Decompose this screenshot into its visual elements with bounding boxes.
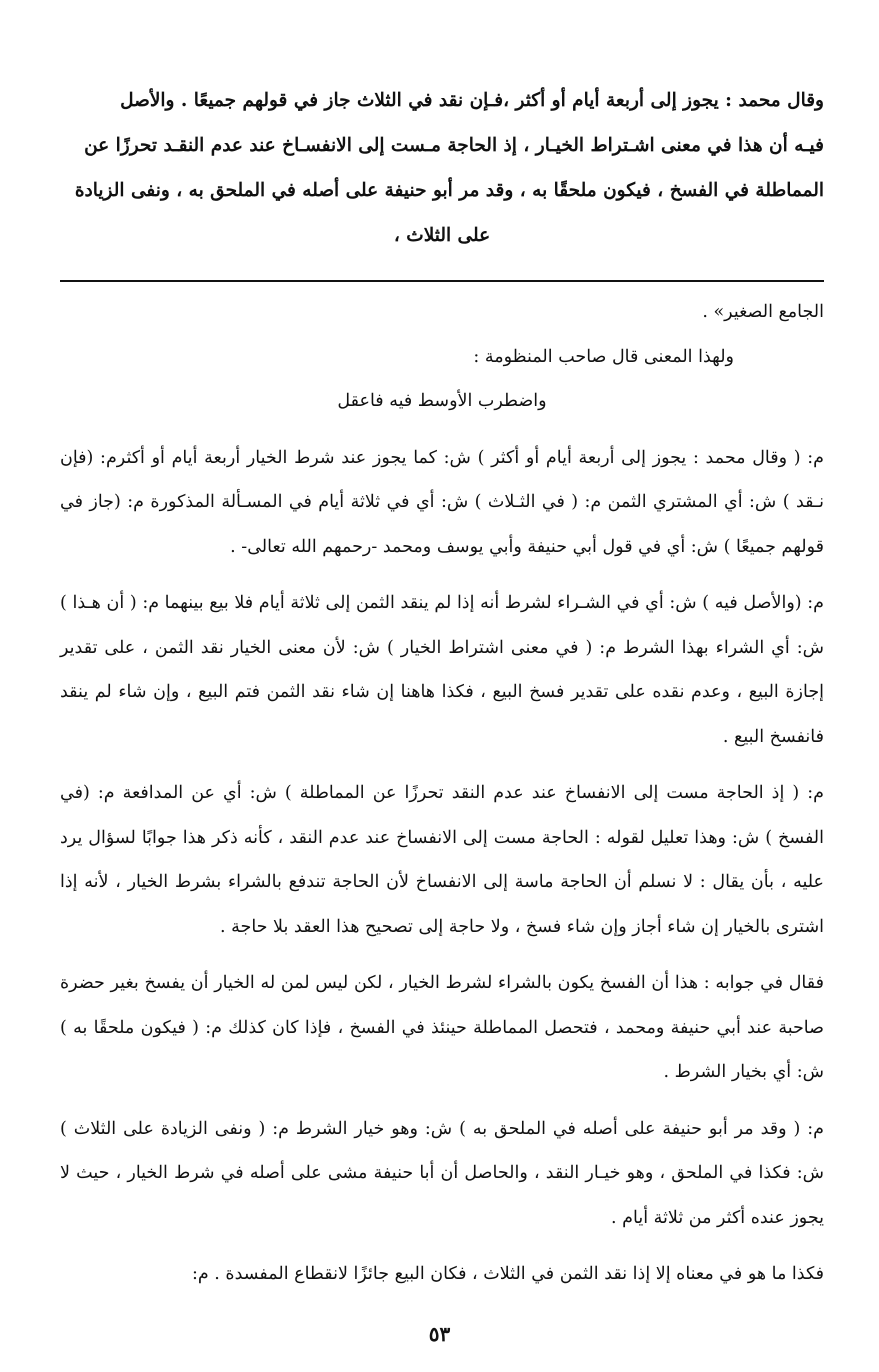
commentary-paragraph: م: ( وقال محمد : يجوز إلى أربعة أيام أو أكثر ) ش: كما يجوز عند شرط الخيار أربعة أيام أو أكثرم: (فإن نـقد ) ش: أي المشتري الثمن م: ( في الثـلاث ) ش: أي في ثلاثة أيام في المسـألة المذكورة م: (جاز في قولهم جميعًا ) ش: أي في قول أبي حنيفة وأبي يوسف ومحمد -رحمهم الله تعالى- . bbox=[60, 447, 824, 557]
commentary-paragraph: م: (والأصل فيه ) ش: أي في الشـراء لشرط أنه إذا لم ينقد الثمن إلى ثلاثة أيام فلا بيع بينهما م: ( أن هـذا ) ش: أي الشراء بهذا الشرط م: ( في معنى اشتراط الخيار ) ش: لأن معنى الخيار نقد الثمن ، على تقدير إجازة البيع ، وعدم نقده على تقدير فسخ البيع ، فكذا هاهنا إن شاء نقد الثمن فتم البيع ، وإن شاء لم ينقد فانفسخ البيع . bbox=[60, 593, 824, 747]
commentary-text bbox=[60, 290, 824, 1297]
commentary-paragraph: فكذا ما هو في معناه إلا إذا نقد الثمن في الثلاث ، فكان البيع جائزًا لانقطاع المفسدة . م: bbox=[192, 1264, 824, 1284]
page-number: ٥٣ bbox=[428, 1322, 451, 1346]
commentary-paragraph: م: ( وقد مر أبو حنيفة على أصله في الملحق به ) ش: وهو خيار الشرط م: ( ونفى الزيادة على الثلاث ) ش: فكذا في الملحق ، وهو خيـار النقد ، والحاصل أن أبا حنيفة مشى على أصله في شرط الخيار ، حيث لا يجوز عنده أكثر من ثلاثة أيام . bbox=[60, 1118, 824, 1228]
commentary-paragraph: ولهذا المعنى قال صاحب المنظومة : bbox=[473, 346, 734, 367]
commentary-paragraph: الجامع الصغير» . bbox=[702, 302, 824, 322]
separator-rule bbox=[60, 280, 824, 282]
matn-line: فيـه أن هذا في معنى اشـتراط الخيـار ، إذ الحاجة مـست إلى الانفسـاخ عند عدم النقـد تحرزًا عن bbox=[84, 135, 824, 156]
matn-line: وقال محمد : يجوز إلى أربعة أيام أو أكثر ،فـإن نقد في الثلاث جاز في قولهم جميعًا . والأصل bbox=[120, 90, 824, 111]
matn-text bbox=[60, 78, 824, 258]
matn-line: المماطلة في الفسخ ، فيكون ملحقًا به ، وقد مر أبو حنيفة على أصله في الملحق به ، ونفى الزيادة bbox=[74, 180, 824, 201]
verse-line: واضطرب الأوسط فيه فاعقل bbox=[337, 391, 547, 411]
commentary-paragraph: فقال في جوابه : هذا أن الفسخ يكون بالشراء لشرط الخيار ، لكن ليس لمن له الخيار أن يفسخ بغير حضرة صاحبة عند أبي حنيفة ومحمد ، فتحصل المماطلة حينئذ في الفسخ ، فإذا كان كذلك م: ( فيكون ملحقًا به ) ش: أي بخيار الشرط . bbox=[60, 973, 824, 1082]
commentary-paragraph: م: ( إذ الحاجة مست إلى الانفساخ عند عدم النقد تحرزًا عن المماطلة ) ش: أي عن المدافعة م: (في الفسخ ) ش: وهذا تعليل لقوله : الحاجة مست إلى الانفساخ عند عدم النقد ، كأنه ذكر هذا جوابًا لسؤال يرد عليه ، بأن يقال : لا نسلم أن الحاجة ماسة إلى الانفساخ لأن الحاجة تندفع بالشراء بشرط الخيار ، لأنه إذا اشترى بالخيار إن شاء أجاز وإن شاء فسخ ، ولا حاجة إلى تصحيح هذا العقد بلا حاجة . bbox=[60, 783, 824, 937]
page-body bbox=[60, 78, 824, 1309]
matn-line: على الثلاث ، bbox=[393, 225, 491, 246]
